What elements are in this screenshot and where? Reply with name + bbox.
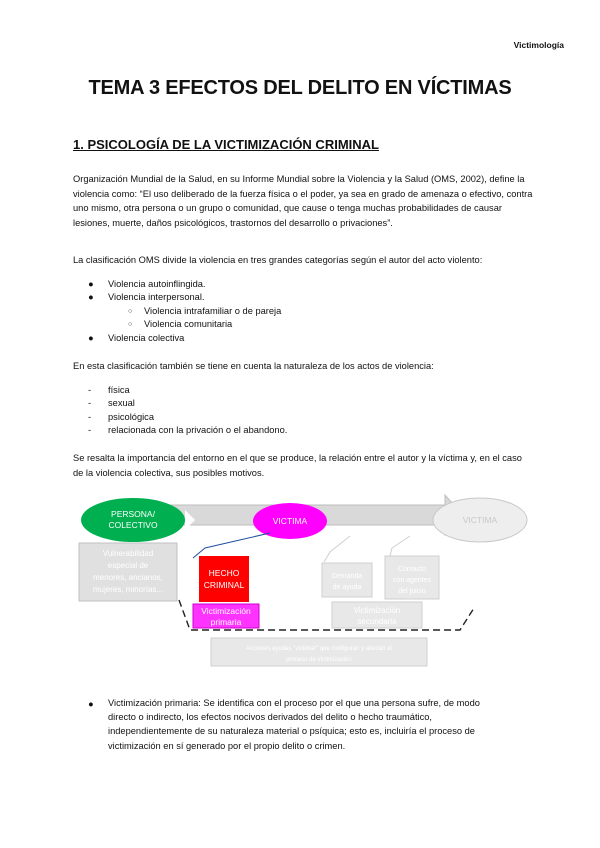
vulnerability-line: menores, ancianos, [93, 573, 163, 582]
vprim-line: primaria [210, 617, 242, 627]
vprim-line: Victimización [201, 606, 251, 616]
acciones-line: proceso de víctimización [286, 657, 352, 663]
primary-line: victimización en sí generado por el propio delito o crimen. [108, 740, 346, 751]
victimization-diagram [0, 490, 600, 690]
ayuda-line: Demanda [331, 573, 363, 580]
primary-line: Victimización primaria: Se identifica con el proceso por el que una persona sufre, de modo [108, 698, 480, 708]
paragraph-primary-victimization [108, 696, 538, 753]
header-subject: Victimología [513, 40, 564, 50]
bullet-marker: ● [88, 699, 94, 709]
colectivo-label: COLECTIVO [108, 520, 158, 530]
paragraph-environment: Se resalta la importancia del entorno en el que se produce, la relación entre el autor y la víctima y, en el caso de la violencia colectiva, sus posibles motivos. [73, 453, 522, 478]
paragraph-nature: En esta clasificación también se tiene en cuenta la naturaleza de los actos de violencia: [73, 361, 434, 371]
persona-label: PERSONA/ [111, 509, 155, 519]
vulnerability-line: Vulnerabilidad [102, 549, 154, 558]
vsec-line: secundaria [357, 617, 397, 626]
ayuda-line: de ayuda [332, 584, 362, 591]
primary-line: independientemente de su naturaleza material o psíquica; esto es, incluiría el proceso de [108, 726, 475, 737]
contacto-line: con agentes [392, 577, 432, 584]
demanda-ayuda-box [322, 563, 372, 597]
hecho-label: HECHO [208, 568, 240, 578]
acciones-line: Acciones ayudas "victimar" que configuran y afectan al [246, 646, 392, 652]
hecho-criminal-box [199, 556, 249, 602]
victima-faded-label: VICTIMA [462, 515, 498, 525]
primary-line: directo o indirecto, los efectos nocivos derivados del delito o hecho traumático, [108, 712, 433, 723]
contacto-line: del juicio [398, 588, 426, 595]
connector-faded [324, 536, 350, 562]
contacto-line: Contacto [397, 566, 427, 573]
vsec-line: Victimización [353, 606, 401, 615]
section-heading: 1. PSICOLOGÍA DE LA VICTIMIZACIÓN CRIMINAL [73, 137, 379, 152]
paragraph-oms-definition: Organización Mundial de la Salud, en su Informe Mundial sobre la Violencia y la Salud (OMS, 2002), define la violencia como: “El uso deliberado de la fuerza física o el poder, ya sea en grado de amenaza o efectivo, contra uno mismo, otra persona o un grupo o comunidad, que cause o tenga muchas probabilidades de causar lesiones, muerte, daños psicológicos, trastornos del desarrollo o privaciones”. [73, 174, 533, 228]
criminal-label: CRIMINAL [203, 580, 245, 590]
connector-arrow [193, 533, 270, 558]
connector-faded [390, 536, 410, 556]
vulnerability-line: especial de [107, 561, 149, 570]
page-title: TEMA 3 EFECTOS DEL DELITO EN VÍCTIMAS [88, 77, 512, 99]
paragraph-classification: La clasificación OMS divide la violencia en tres grandes categorías según el autor del acto violento: [73, 255, 483, 265]
victima-label: VICTIMA [272, 516, 308, 526]
vulnerability-line: mujeres, minorías... [92, 585, 164, 594]
